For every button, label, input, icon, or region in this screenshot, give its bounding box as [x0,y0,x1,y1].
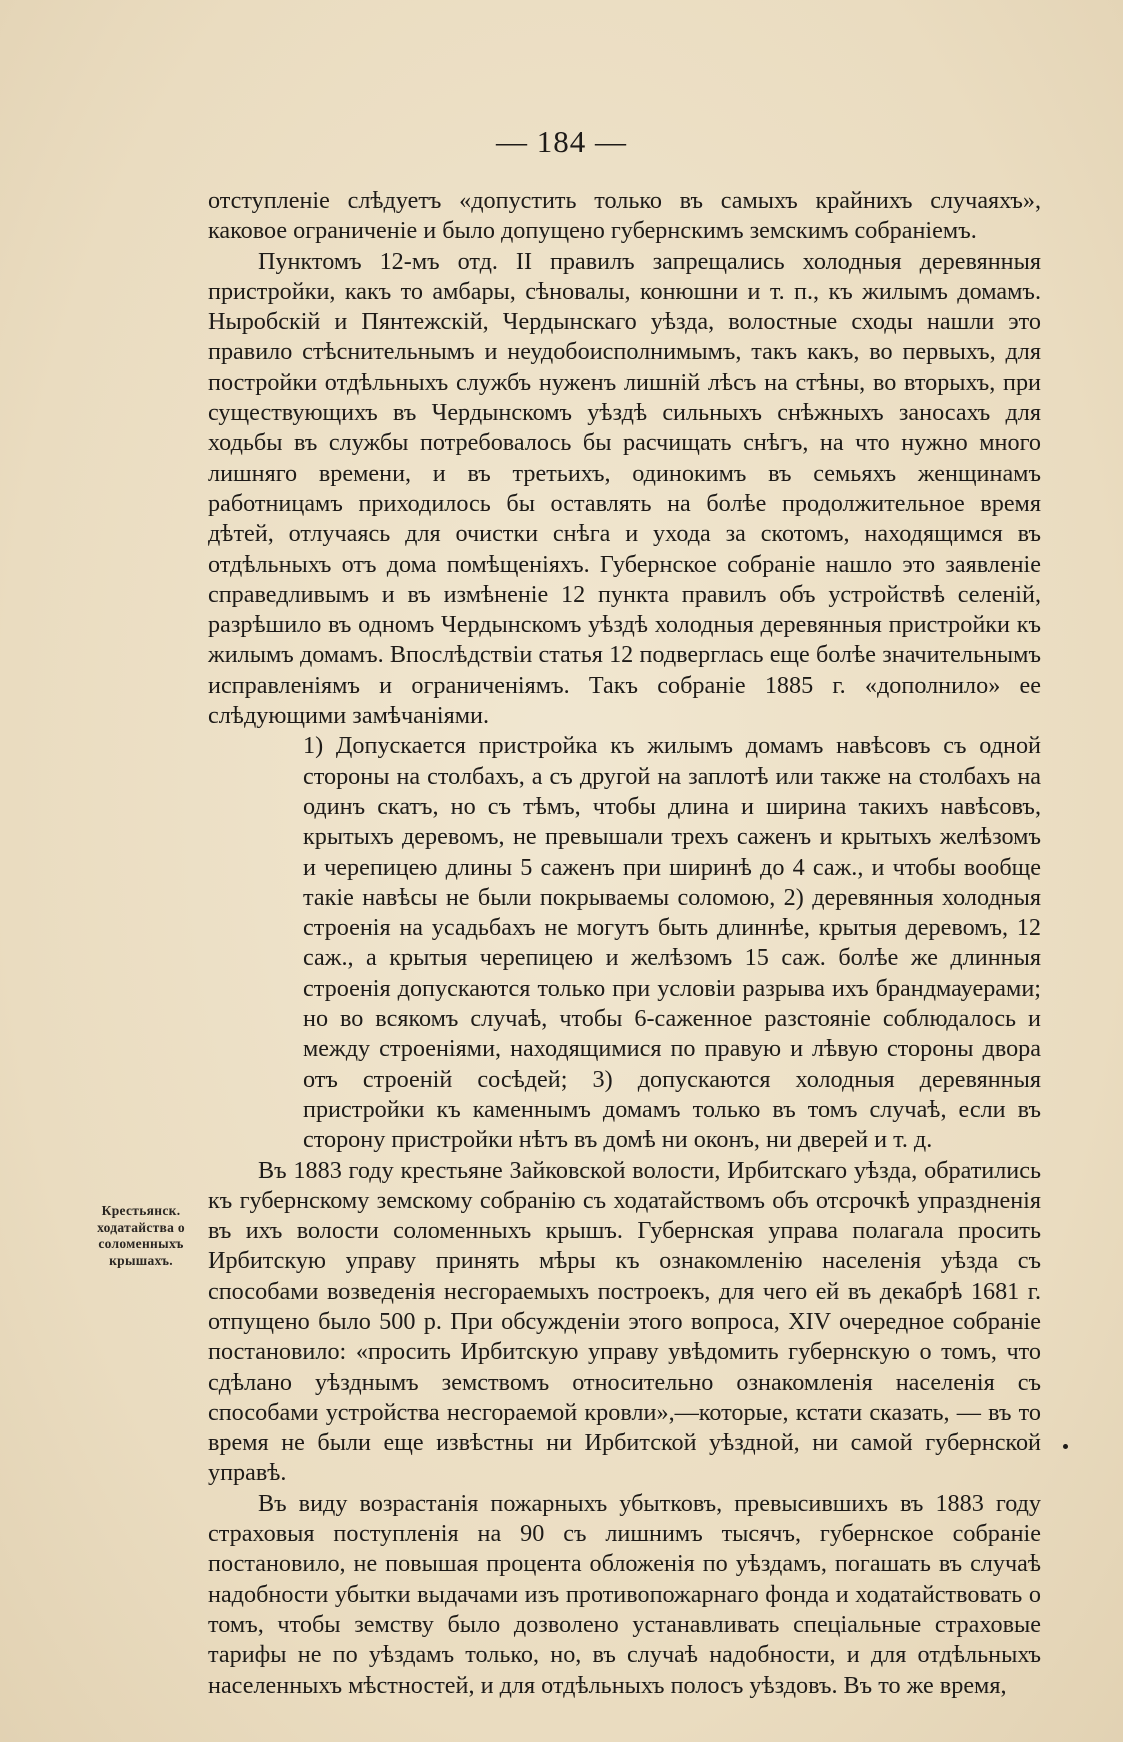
paragraph-continuation: отступленіе слѣдуетъ «допустить только въ самыхъ крайнихъ случаяхъ», каковое ограниченіе и было допущено губернскимъ земскимъ собраніемъ. [208,187,1041,245]
ink-dot [1063,1444,1068,1449]
margin-note-line: ходатайства о [97,1219,185,1235]
margin-note-line: крышахъ. [109,1252,173,1268]
paragraph-rule-12: Пунктомъ 12-мъ отд. II правилъ запрещались холодныя деревянныя пристройки, какъ то амбары, сѣновалы, конюшни и т. п., къ жилымъ домамъ. Ныробскій и Пянтежскій, Чердынскаго уѣзда, волостные сходы нашли это правило стѣснительнымъ и неудобоисполнимымъ, такъ какъ, во первыхъ, для постройки отдѣльныхъ службъ нуженъ лишній лѣсъ на стѣны, во вторыхъ, при существующихъ въ Чердынскомъ уѣздѣ сильныхъ снѣжныхъ заносахъ для ходьбы въ службы потребовалось бы расчищать снѣгъ, на что нужно много лишняго времени, и въ третьихъ, одинокимъ въ семьяхъ женщинамъ работницамъ приходилось бы оставлять на болѣе продолжительное время дѣтей, отлучаясь для очистки снѣга и ухода за скотомъ, находящимся въ отдѣльныхъ отъ дома помѣщеніяхъ. Губернское собраніе нашло это заявленіе справедливымъ и въ измѣненіе 12 пункта правилъ объ устройствѣ селеній, разрѣшило въ одномъ Чердынскомъ уѣздѣ холодныя деревянныя пристройки къ жилымъ домамъ. Впослѣдствіи статья 12 подверглась еще болѣе значительнымъ исправленіямъ и ограниченіямъ. Такъ собраніе 1885 г. «дополнило» ее слѣдующими замѣчаніями. [208,247,1041,730]
page-body [208,186,1041,1701]
paragraph-fire-losses: Въ виду возрастанія пожарныхъ убытковъ, превысившихъ въ 1883 году страховыя поступленія на 90 съ лишнимъ тысячъ, губернское собраніе постановило, не повышая процента обложенія по уѣздамъ, погашать въ случаѣ надобности убытки выдачами изъ противопожарнаго фонда и ходатайствовать о томъ, чтобы земству было дозволено устанавливать спеціальные страховые тарифы не по уѣздамъ только, но, въ случаѣ надобности, и для отдѣльныхъ населенныхъ мѣстностей, и для отдѣльныхъ полосъ уѣздовъ. Въ то же время, [208,1489,1041,1699]
paragraph-zaikovskaya-petition: Въ 1883 году крестьяне Зайковской волости, Ирбитскаго уѣзда, обратились къ губернскому земскому собранію съ ходатайствомъ объ отсрочкѣ упраздненія въ ихъ волости соломенныхъ крышъ. Губернская управа полагала просить Ирбитскую управу принять мѣры къ ознакомленію населенія уѣзда съ способами возведенія несгораемыхъ построекъ, для чего ей въ декабрѣ 1681 г. отпущено было 500 р. При обсужденіи этого вопроса, XIV очередное собраніе постановило: «просить Ирбитскую управу увѣдомить губернскую о томъ, что сдѣлано уѣзднымъ земствомъ относительно ознакомленія населенія съ способами устройства несгораемой кровли»,—которые, кстати сказать, — въ то время не были еще извѣстны ни Ирбитской уѣздной, ни самой губернской управѣ. [208,1156,1041,1487]
quoted-remarks: 1) Допускается пристройка къ жилымъ домамъ навѣсовъ съ одной стороны на столбахъ, а съ другой на заплотѣ или также на столбахъ на одинъ скатъ, но съ тѣмъ, чтобы длина и ширина такихъ навѣсовъ, крытыхъ деревомъ, не превышали трехъ саженъ и крытыхъ желѣзомъ и черепицею длины 5 саженъ при ширинѣ до 4 саж., и чтобы вообще такіе навѣсы не были покрываемы соломою, 2) деревянныя холодныя строенія на усадьбахъ не могутъ быть длиннѣе, крытыя деревомъ, 12 саж., а крытыя черепицею и желѣзомъ 15 саж. болѣе же длинныя строенія допускаются только при условіи разрыва ихъ брандмауерами; но во всякомъ случаѣ, чтобы 6-саженное разстояніе соблюдалось и между строеніями, находящимися по правую и лѣвую стороны двора отъ строеній сосѣдей; 3) допускаются холодныя деревянныя пристройки къ каменнымъ домамъ только въ томъ случаѣ, если въ сторону пристройки нѣтъ въ домѣ ни оконъ, ни дверей и т. д. [303,732,1041,1154]
page-number: — 184 — [496,124,627,159]
margin-note [82,1203,200,1269]
margin-note-line: соломенныхъ [98,1236,184,1251]
margin-note-line: Крестьянск. [101,1203,181,1218]
